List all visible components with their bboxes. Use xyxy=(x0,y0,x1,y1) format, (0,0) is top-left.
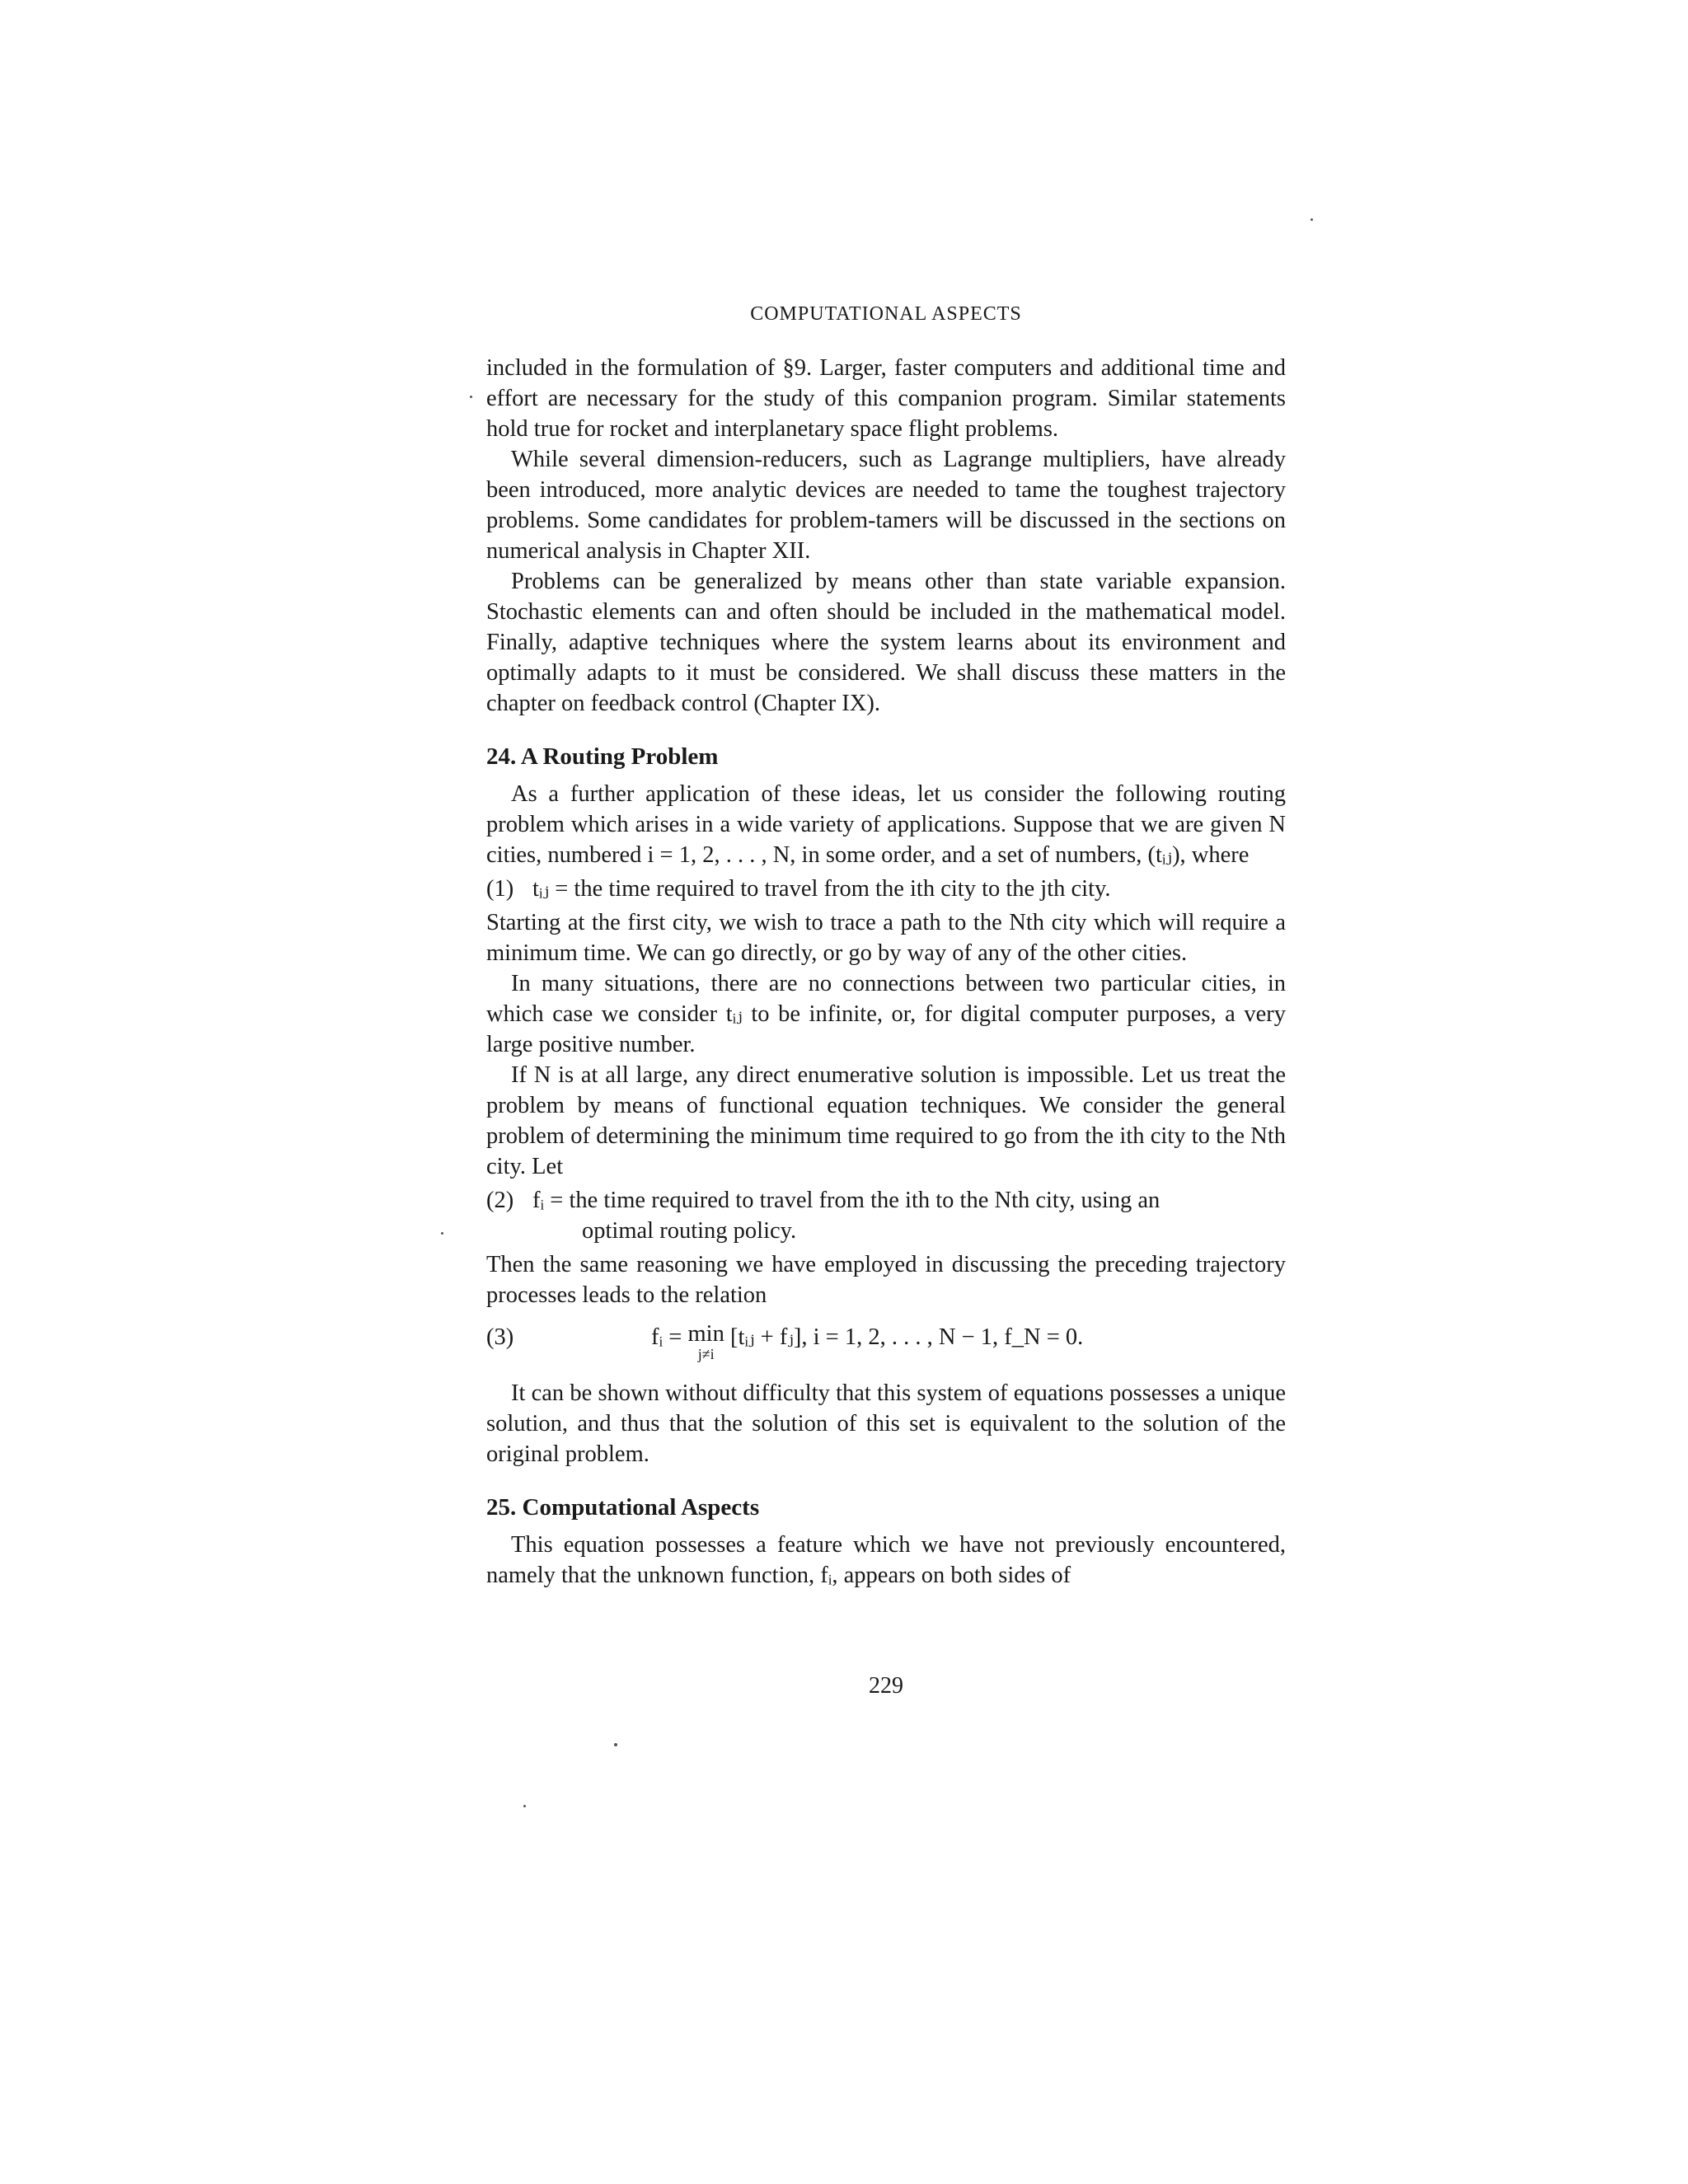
scan-speck xyxy=(441,1232,443,1235)
paragraph: included in the formulation of §9. Larger, faster computers and additional time and effort are necessary for the study of this companion program. Similar statements hold true for rocket and interplanetary space flight problems. xyxy=(486,355,1286,442)
paragraph: In many situations, there are no connections between two particular cities, in which case we consider tᵢⱼ to be infinite, or, for digital computer purposes, a very large positive number. xyxy=(486,971,1286,1057)
paragraph: Starting at the first city, we wish to trace a path to the Nth city which will require a minimum time. We can go directly, or go by way of any of the other cities. xyxy=(486,910,1286,966)
equation-number: (3) xyxy=(486,1324,514,1350)
body-text xyxy=(486,353,1286,1591)
equation-2 xyxy=(486,1185,1286,1246)
equation-3 xyxy=(486,1322,1286,1361)
page-number: 229 xyxy=(869,1673,903,1699)
paragraph: While several dimension-reducers, such as Lagrange multipliers, have already been introduced, more analytic devices are needed to tame the toughest trajectory problems. Some candidates for problem-tamers will be discussed in the sections on numerical analysis in Chapter XII. xyxy=(486,447,1286,564)
paragraph: Problems can be generalized by means other than state variable expansion. Stochastic elements can and often should be included in the mathematical model. Finally, adaptive techniques where the system learns about its environment and optimally adapts to it must be considered. We shall discuss these matters in the chapter on feedback control (Chapter IX). xyxy=(486,569,1286,716)
equation-text: tᵢⱼ = the time required to travel from the ith city to the jth city. xyxy=(532,876,1111,902)
section-heading: 24. A Routing Problem xyxy=(486,743,719,770)
section-heading: 25. Computational Aspects xyxy=(486,1494,760,1521)
scan-speck xyxy=(614,1743,617,1746)
scan-speck xyxy=(1311,218,1313,221)
equation-1 xyxy=(486,874,1286,904)
equation-line: fᵢ = the time required to travel from the ith to the Nth city, using an xyxy=(532,1188,1160,1213)
paragraph: Then the same reasoning we have employed in discussing the preceding trajectory processes leads to the relation xyxy=(486,1252,1286,1308)
min-subscript: j≠i xyxy=(697,1346,715,1362)
equation-number: (1) xyxy=(486,876,514,902)
equation-text xyxy=(532,1185,1286,1246)
equation-lhs: fᵢ = xyxy=(651,1324,688,1350)
equation-rhs: [tᵢⱼ + fⱼ], i = 1, 2, . . . , N − 1, f_N = 0. xyxy=(729,1324,1084,1350)
running-head: COMPUTATIONAL ASPECTS xyxy=(750,303,1022,325)
min-label: min xyxy=(687,1321,724,1347)
paragraph: As a further application of these ideas, let us consider the following routing problem which arises in a wide variety of applications. Suppose that we are given N cities, numbered i = 1, 2, . . . , N, in some order, and a set of numbers, (tᵢⱼ), where xyxy=(486,781,1286,868)
equation-formula xyxy=(651,1322,1286,1361)
paragraph: This equation possesses a feature which we have not previously encountered, namely that the unknown function, fᵢ, appears on both sides of xyxy=(486,1532,1286,1588)
equation-number: (2) xyxy=(486,1188,514,1213)
paragraph: If N is at all large, any direct enumerative solution is impossible. Let us treat the problem by means of functional equation techniques. We consider the general problem of determining the minimum time required to go from the ith city to the Nth city. Let xyxy=(486,1062,1286,1179)
scan-speck xyxy=(523,1805,526,1807)
paragraph: It can be shown without difficulty that this system of equations possesses a unique solution, and thus that the solution of this set is equivalent to the solution of the original problem. xyxy=(486,1380,1286,1467)
scan-speck xyxy=(470,396,472,398)
equation-line: optimal routing policy. xyxy=(582,1218,797,1244)
min-operator xyxy=(687,1322,724,1361)
